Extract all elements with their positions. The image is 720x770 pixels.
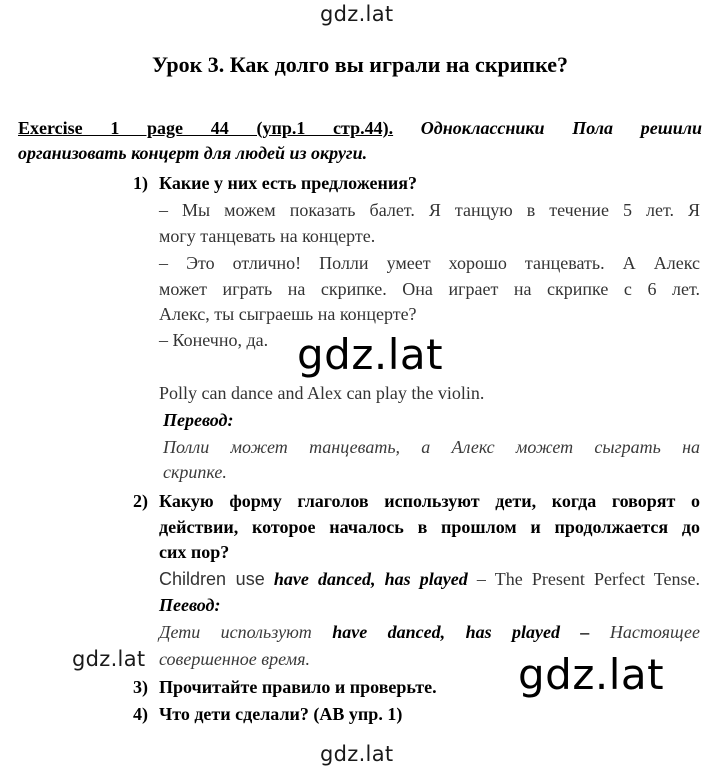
q2-answer-end: – The Present Perfect Tense. xyxy=(476,569,701,589)
q1-dialogue-line: – Это отлично! Полли умеет хорошо танцевать. А Алекс xyxy=(159,253,700,273)
q1-dialogue-line: – Мы можем показать балет. Я танцую в течение 5 лет. Я xyxy=(159,200,700,220)
q2-translation-bold: have danced, has played – xyxy=(332,622,590,642)
q3-text: Прочитайте правило и проверьте. xyxy=(159,677,437,697)
q4-text: Что дети сделали? (AB упр. 1) xyxy=(159,704,403,724)
exercise-heading xyxy=(18,118,702,139)
q2-answer xyxy=(159,569,700,590)
q1-dialogue-line: могу танцевать на концерте. xyxy=(159,226,376,246)
q2-answer-start: Children use xyxy=(159,569,265,589)
exercise-ref: Exercise 1 page 44 (упр.1 стр.44). xyxy=(18,118,394,138)
exercise-intro-2: организовать концерт для людей из округи. xyxy=(18,143,368,163)
q1-number: 1) xyxy=(133,173,148,193)
q2-question-line: Какую форму глаголов используют дети, когда говорят о xyxy=(159,491,700,511)
q3-number: 3) xyxy=(133,677,148,697)
q1-translation-line: Полли может танцевать, а Алекс может сыграть на xyxy=(163,437,700,457)
q1-answer: Polly can dance and Alex can play the violin. xyxy=(159,383,485,403)
q1-dialogue-line: может играть на скрипке. Она играет на скрипке с 6 лет. xyxy=(159,279,700,299)
lesson-title: Урок 3. Как долго вы играли на скрипке? xyxy=(152,52,568,77)
q2-translation-start: Дети используют xyxy=(159,622,312,642)
q1-dialogue-line: – Конечно, да. xyxy=(159,330,269,350)
q1-translation-label: Перевод: xyxy=(163,410,234,430)
watermark-center: gdz.lat xyxy=(297,330,444,379)
q1-question: Какие у них есть предложения? xyxy=(159,173,418,193)
q2-translation-line2: совершенное время. xyxy=(159,649,310,669)
q1-translation-line: скрипке. xyxy=(163,462,227,482)
watermark-left: gdz.lat xyxy=(72,647,146,671)
watermark-right: gdz.lat xyxy=(518,650,665,699)
exercise-intro-1: Одноклассники Пола решили xyxy=(420,118,702,138)
q2-question-line: действии, которое началось в прошлом и продолжается до xyxy=(159,517,700,537)
q2-translation xyxy=(159,622,700,643)
q1-dialogue-line: Алекс, ты сыграешь на концерте? xyxy=(159,304,417,324)
q2-number: 2) xyxy=(133,491,148,511)
watermark-top: gdz.lat xyxy=(320,2,394,26)
q4-number: 4) xyxy=(133,704,148,724)
q2-translation-end: Настоящее xyxy=(609,622,701,642)
q2-question-line: сих пор? xyxy=(159,542,230,562)
q2-answer-bold: have danced, has played xyxy=(273,569,468,589)
watermark-bottom: gdz.lat xyxy=(320,742,394,766)
q2-translation-label: Пеевод: xyxy=(159,595,221,615)
